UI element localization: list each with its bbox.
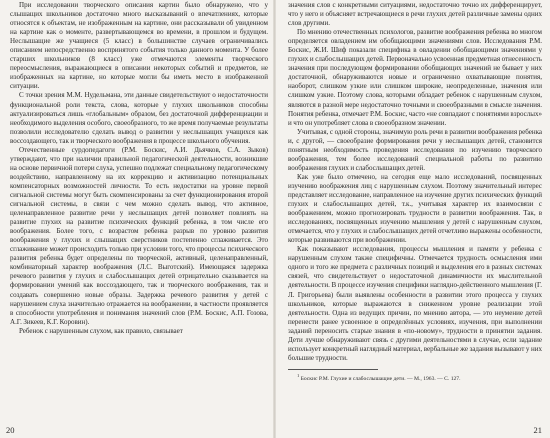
left-paragraph-4: Ребенок с нарушенным слухом, как правило, связывает (19, 326, 183, 335)
page-number-left: 20 (6, 425, 15, 435)
left-paragraph-2: С точки зрения М.М. Нудельмана, эти данные свидетельствуют о недостаточности функциональной роли текста, слова, которые у глухих школьников способны актуализироваться лишь «глобальным» образом, без достаточной дифференциации и необходимого выделения особого, своеобразного, то же время получаемые результаты позволили исследователю сделать вывод о развитии у неслышащих учащихся как воссоздающего, так и творческого воображения в процессе школьного обучения. (10, 91, 268, 145)
right-paragraph-continued: значения слов с конкретными ситуациями, недостаточно точно их дифференцирует, что у него и объясняет встречающиеся в речи глухих детей различные замены одних слов другими. (288, 1, 542, 28)
right-paragraph-3: Как уже было отмечено, на сегодня еще мало исследований, посвященных изучению воображения лиц с нарушенным слухом. Поэтому значительный интерес представляет исследование, направленное на изучение других психических функций глухих и слабослышащих детей, т.к., учитывая характер их взаимосвязи с воображением, можно прогнозировать трудности в развитии воображения. Так, в исследованиях, посвященных изучению мышления у детей с нарушенным слухом, отмечается, что у глухих и слабослышащих детей отчетливо выражены особенности, которые развиваются при воображении. (288, 172, 542, 245)
left-paragraph-1: При исследовании творческого описания картин было обнаружено, что у слышащих школьников достаточно много высказываний о впечатлениях, которые относятся к объектам, не изображенным на картине, они рассказывали об увиденном на картине как о моменте, развертывающемся во времени, в прошлом и будущем. Неслышащие же учащиеся (5 класс) в большинстве случаев ограничивались описанием непосредственно воспринятого события только данного момента. У более старших школьников (8 класс) уже отмечаются элементы творческого переосмысления, выражающиеся в описании некоторых событий и предметов, не изображенных на картине, но которые могли бы иметь место в изображенной ситуации. (10, 1, 268, 91)
footnote-marker: 1 (297, 372, 300, 378)
right-paragraph-2: Учитывая, с одной стороны, значимую роль речи в развитии воображения ребенка и, с другой, — своеобразие формирования речи у неслышащих детей, становится понятным необходимость проведения исследования по изучению творческого воображения, тем более исследований специальной работы по развитию воображения глухих и слабослышащих детей. (288, 127, 542, 172)
right-page (276, 0, 550, 438)
left-page (0, 0, 274, 438)
page-number-right: 21 (533, 425, 542, 435)
left-paragraph-3: Отечественные сурдопедагоги (Р.М. Боскис, А.И. Дьячков, С.А. Зыков) утверждают, что при наличии правильной педагогической деятельности, возникшие на основе первичной потери слуха, успешно подлежат специальному педагогическому воздействию, направленному на их коррекцию и активизацию потенциальных компенсаторных возможностей личности. То есть недостатки на уровне первой сигнальной системы могут быть скомпенсированы за счет функционирования второй сигнальной системы, в связи с чем можно сделать вывод, что активное, целенаправленное развитие речи у неслышащих детей позволяет повлиять на развитие глухих на развитие психических функций ребенка, в том числе его воображения. Более того, с возрастом ребенка разрыв по уровню развития воображения у глухих и слышащих сверстников постепенно сглаживается. Это сглаживание может происходить только при условии того, что процессы психического развития ребенка будет определены по творческой, активный, целенаправленный, комбинаторный характер воображения (Л.С. Выготский). Имеющаяся задержка речевого развития у глухих и слабослышащих детей отрицательно сказывается на формировании умений как воссоздающего, так и творческого воображения, так и создавать совершенно новые образы. Задержка речевого развития у детей с нарушением слуха значительно отражается на воображении, в частности проявляется в способности употребления и понимания значений слов (Р.М. Боскис, А.П. Гозова, А.Г. Зикеев, К.Г. Коровин). (10, 145, 268, 326)
footnote (288, 372, 542, 383)
footnote-divider (288, 369, 378, 370)
footnote-text: Боскис Р.М. Глухие и слабослышащие дети. — М., 1963. — С. 127. (300, 375, 461, 382)
right-paragraph-4: Как показывают исследования, процессы мышления и памяти у ребенка с нарушенным слухом также специфичны. Отмечается трудность осмысления ими одного и того же предмета с различных позиций и выделения его в разных системах связей, что свидетельствует о недостаточной динамичности их мыслительной деятельности. В процессе изучения специфики наглядно-действенного мышления (Г. Л. Григорьева) были выявлены особенности в развитии этого процесса у глухих школьников, которые выражаются в сниженном уровне реализации этой деятельности. Одна из ведущих причин, по мнению автора, — это неумение детей перенести ранее усвоенное в определённых условиях, изучения, при выполнении заданий переносить старые знания в «по-новому», трудности в принятии задания. Дети лучше обнаруживают связь с другими деятельностями в случае, если задание использует конкретный наглядный материал, вербальные же задания вызывают у них большие трудности. (288, 245, 542, 362)
right-paragraph-1: По мнению отечественных психологов, развитие воображения ребенка во многом определяется овладением им обобщающими значениями слов. Исследования Р.М. Боскис, Ж.И. Шиф показали специфика в овладении обобщающими значениями у глухих и слабослышащих детей. Первоначально усвоенная предметная отнесенность значения при последующем формировании обобщающих значений не бывает у них достаточной, обнаруживаются новые и ограниченно охватывающие понятия, наоборот, слишком узкие или слишком широкие, неопределенные, значения или слишком узкие. Поэтому слова, которыми обладает ребенок с нарушенным слухом, являются в разной мере недостаточно точными и своеобразными в смысле значения. Понятия ребенка, отмечает Р.М. Боскис, часто «не совпадают с понятиями взрослых» и что он употребляет слова в своеобразном значении. (288, 28, 542, 127)
